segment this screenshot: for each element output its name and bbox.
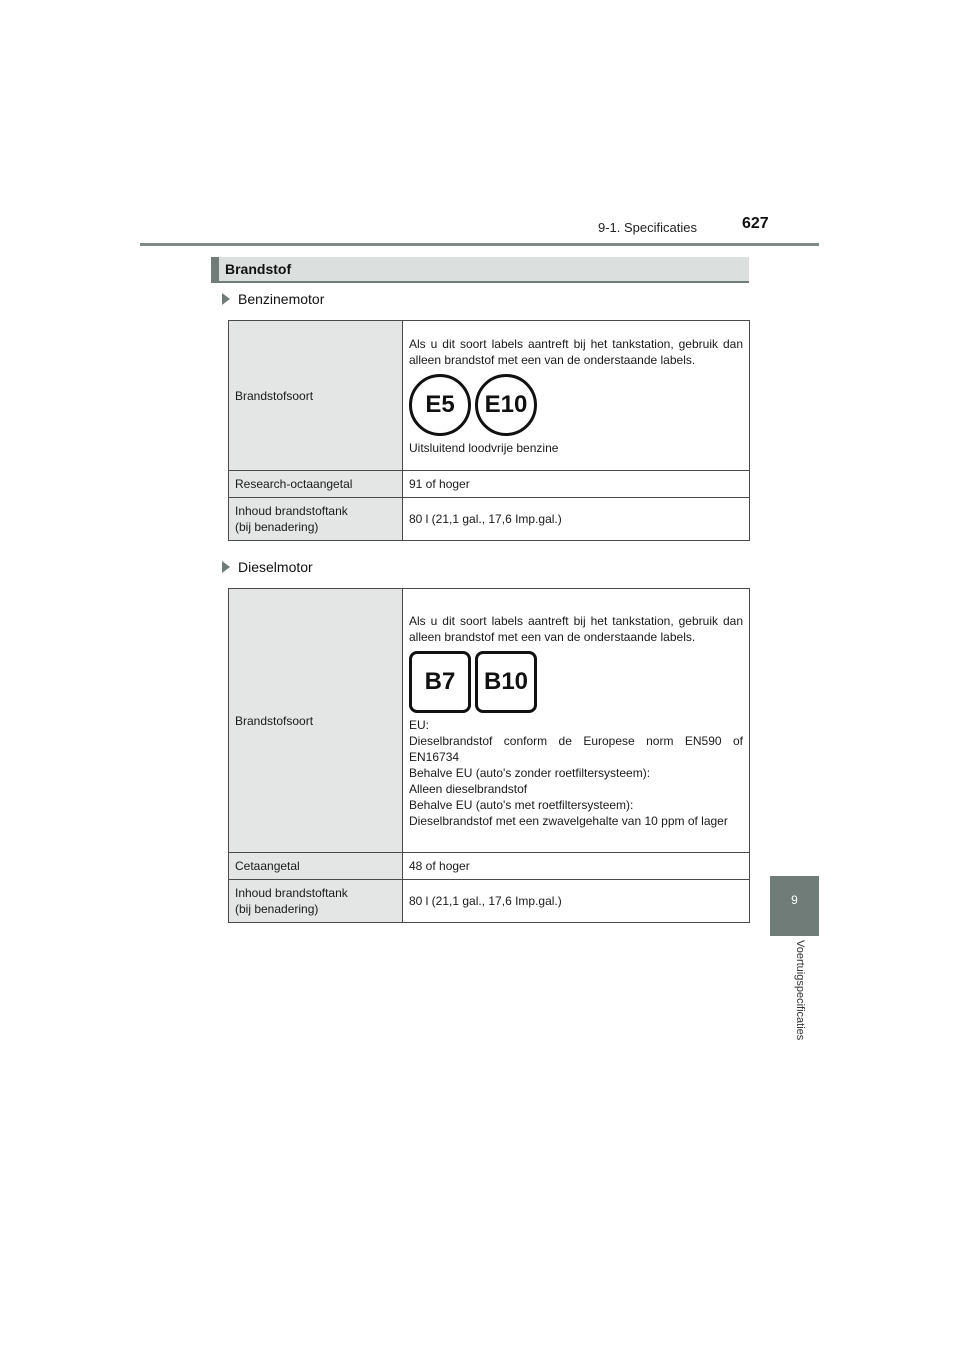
fuel-type-value [403, 589, 750, 853]
tank-capacity-key-line1: Inhoud brandstoftank [235, 886, 348, 900]
subheading-diesel [222, 559, 313, 575]
e5-label-icon: E5 [409, 374, 471, 436]
section-heading [211, 257, 749, 283]
fuel-label-intro: Als u dit soort labels aantreft bij het tankstation, gebruik dan alleen brandstof met een van de onderstaande labels. [409, 336, 743, 367]
non-eu-no-filter-heading: Behalve EU (auto's zonder roetfiltersysteem): [409, 765, 651, 780]
tank-capacity-value: 80 l (21,1 gal., 17,6 Imp.gal.) [403, 498, 750, 541]
subheading-petrol-text: Benzinemotor [238, 291, 325, 307]
cetane-value: 48 of hoger [403, 853, 750, 880]
b7-label-icon: B7 [409, 651, 471, 713]
table-row [229, 471, 750, 498]
header-rule [140, 243, 819, 246]
tank-capacity-key-line2: (bij benadering) [235, 520, 319, 534]
non-eu-filter-heading: Behalve EU (auto's met roetfiltersysteem): [409, 797, 634, 812]
b10-label-icon: B10 [475, 651, 537, 713]
table-row [229, 589, 750, 853]
tank-capacity-key-line2: (bij benadering) [235, 902, 319, 916]
chapter-label: Voertuigspecificaties [794, 940, 806, 1041]
tank-capacity-key-line1: Inhoud brandstoftank [235, 504, 348, 518]
non-eu-no-filter-text: Alleen dieselbrandstof [409, 781, 528, 796]
octane-key: Research-octaangetal [229, 471, 403, 498]
non-eu-filter-text: Dieselbrandstof met een zwavelgehalte van 10 ppm of lager [409, 813, 728, 828]
fuel-type-key: Brandstofsoort [229, 589, 403, 853]
subheading-petrol [222, 291, 324, 307]
subheading-diesel-text: Dieselmotor [238, 559, 313, 575]
section-heading-bar [211, 257, 219, 281]
tank-capacity-key [229, 498, 403, 541]
e10-label-icon: E10 [475, 374, 537, 436]
table-row [229, 853, 750, 880]
table-row [229, 498, 750, 541]
table-row [229, 880, 750, 923]
fuel-type-value [403, 321, 750, 471]
fuel-type-key: Brandstofsoort [229, 321, 403, 471]
fuel-label-badges [409, 374, 743, 436]
tank-capacity-key [229, 880, 403, 923]
petrol-spec-table [228, 320, 750, 541]
tank-capacity-value: 80 l (21,1 gal., 17,6 Imp.gal.) [403, 880, 750, 923]
page-number: 627 [742, 215, 769, 232]
fuel-type-note: Uitsluitend loodvrije benzine [409, 440, 559, 455]
octane-value: 91 of hoger [403, 471, 750, 498]
chapter-tab[interactable]: 9 [770, 876, 819, 936]
header-section-title: 9-1. Specificaties [598, 220, 697, 235]
eu-label: EU: [409, 717, 430, 732]
table-row [229, 321, 750, 471]
diesel-spec-table [228, 588, 750, 923]
arrow-icon [222, 293, 230, 305]
arrow-icon [222, 561, 230, 573]
fuel-label-badges [409, 651, 743, 713]
eu-text: Dieselbrandstof conform de Europese norm EN590 of EN16734 [409, 733, 743, 764]
cetane-key: Cetaangetal [229, 853, 403, 880]
section-heading-text: Brandstof [225, 261, 292, 277]
fuel-label-intro: Als u dit soort labels aantreft bij het tankstation, gebruik dan alleen brandstof met een van de onderstaande labels. [409, 613, 743, 644]
